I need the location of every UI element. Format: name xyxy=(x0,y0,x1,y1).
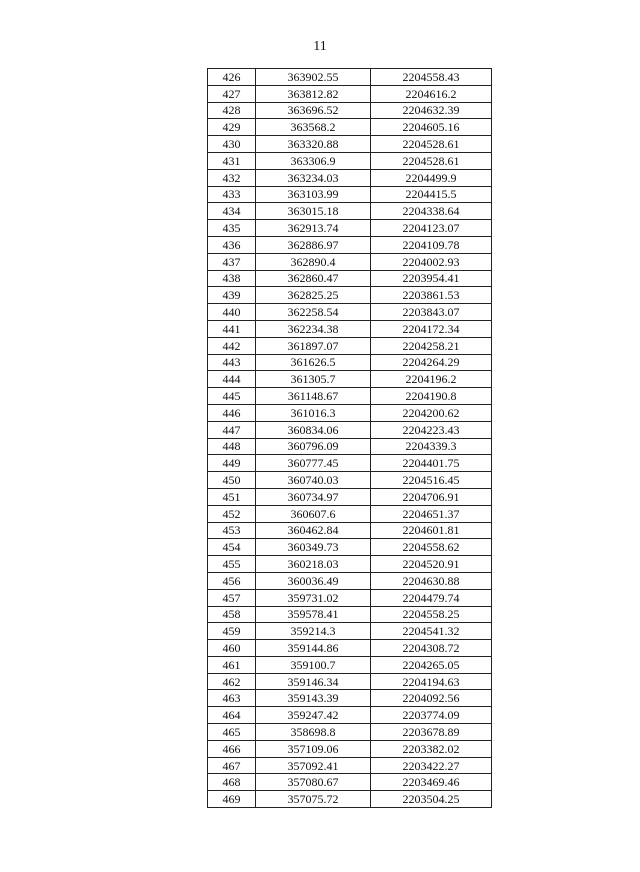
x-coordinate-cell: 360462.84 xyxy=(256,522,371,539)
x-coordinate-cell: 359731.02 xyxy=(256,589,371,606)
x-coordinate-cell: 360734.97 xyxy=(256,488,371,505)
table-row xyxy=(208,119,492,136)
y-coordinate-cell: 2204528.61 xyxy=(371,152,492,169)
point-number-cell: 459 xyxy=(208,623,256,640)
y-coordinate-cell: 2204479.74 xyxy=(371,589,492,606)
point-number-cell: 438 xyxy=(208,270,256,287)
y-coordinate-cell: 2204528.61 xyxy=(371,136,492,153)
table-row xyxy=(208,236,492,253)
x-coordinate-cell: 357075.72 xyxy=(256,791,371,808)
y-coordinate-cell: 2204558.43 xyxy=(371,69,492,86)
y-coordinate-cell: 2203382.02 xyxy=(371,740,492,757)
point-number-cell: 462 xyxy=(208,673,256,690)
point-number-cell: 445 xyxy=(208,388,256,405)
table-row xyxy=(208,186,492,203)
x-coordinate-cell: 363812.82 xyxy=(256,85,371,102)
point-number-cell: 450 xyxy=(208,472,256,489)
point-number-cell: 451 xyxy=(208,488,256,505)
table-row xyxy=(208,421,492,438)
y-coordinate-cell: 2203469.46 xyxy=(371,774,492,791)
x-coordinate-cell: 360349.73 xyxy=(256,539,371,556)
table-row xyxy=(208,707,492,724)
y-coordinate-cell: 2204194.63 xyxy=(371,673,492,690)
x-coordinate-cell: 359146.34 xyxy=(256,673,371,690)
point-number-cell: 448 xyxy=(208,438,256,455)
table-row xyxy=(208,69,492,86)
y-coordinate-cell: 2204308.72 xyxy=(371,640,492,657)
y-coordinate-cell: 2204558.25 xyxy=(371,606,492,623)
point-number-cell: 435 xyxy=(208,220,256,237)
point-number-cell: 444 xyxy=(208,371,256,388)
point-number-cell: 452 xyxy=(208,505,256,522)
point-number-cell: 468 xyxy=(208,774,256,791)
point-number-cell: 436 xyxy=(208,236,256,253)
point-number-cell: 460 xyxy=(208,640,256,657)
table-row xyxy=(208,304,492,321)
table-row xyxy=(208,388,492,405)
table-row xyxy=(208,253,492,270)
x-coordinate-cell: 362886.97 xyxy=(256,236,371,253)
point-number-cell: 431 xyxy=(208,152,256,169)
table-row xyxy=(208,354,492,371)
y-coordinate-cell: 2203843.07 xyxy=(371,304,492,321)
y-coordinate-cell: 2204002.93 xyxy=(371,253,492,270)
point-number-cell: 458 xyxy=(208,606,256,623)
y-coordinate-cell: 2204651.37 xyxy=(371,505,492,522)
x-coordinate-cell: 357080.67 xyxy=(256,774,371,791)
table-row xyxy=(208,690,492,707)
table-row xyxy=(208,488,492,505)
table-row xyxy=(208,404,492,421)
y-coordinate-cell: 2204265.05 xyxy=(371,656,492,673)
y-coordinate-cell: 2203861.53 xyxy=(371,287,492,304)
y-coordinate-cell: 2204190.8 xyxy=(371,388,492,405)
point-number-cell: 456 xyxy=(208,572,256,589)
y-coordinate-cell: 2204630.88 xyxy=(371,572,492,589)
table-row xyxy=(208,740,492,757)
point-number-cell: 443 xyxy=(208,354,256,371)
table-row xyxy=(208,102,492,119)
table-row xyxy=(208,724,492,741)
y-coordinate-cell: 2203422.27 xyxy=(371,757,492,774)
point-number-cell: 469 xyxy=(208,791,256,808)
table-row xyxy=(208,152,492,169)
x-coordinate-cell: 361897.07 xyxy=(256,337,371,354)
point-number-cell: 467 xyxy=(208,757,256,774)
table-row xyxy=(208,640,492,657)
table-row xyxy=(208,522,492,539)
y-coordinate-cell: 2204558.62 xyxy=(371,539,492,556)
x-coordinate-cell: 363320.88 xyxy=(256,136,371,153)
point-number-cell: 453 xyxy=(208,522,256,539)
y-coordinate-cell: 2204196.2 xyxy=(371,371,492,388)
x-coordinate-cell: 360740.03 xyxy=(256,472,371,489)
point-number-cell: 428 xyxy=(208,102,256,119)
x-coordinate-cell: 358698.8 xyxy=(256,724,371,741)
y-coordinate-cell: 2204516.45 xyxy=(371,472,492,489)
x-coordinate-cell: 362890.4 xyxy=(256,253,371,270)
x-coordinate-cell: 362860.47 xyxy=(256,270,371,287)
y-coordinate-cell: 2204200.62 xyxy=(371,404,492,421)
y-coordinate-cell: 2204605.16 xyxy=(371,119,492,136)
point-number-cell: 465 xyxy=(208,724,256,741)
x-coordinate-cell: 357109.06 xyxy=(256,740,371,757)
x-coordinate-cell: 361626.5 xyxy=(256,354,371,371)
x-coordinate-cell: 360607.6 xyxy=(256,505,371,522)
table-row xyxy=(208,505,492,522)
x-coordinate-cell: 359214.3 xyxy=(256,623,371,640)
x-coordinate-cell: 360834.06 xyxy=(256,421,371,438)
table-row xyxy=(208,337,492,354)
x-coordinate-cell: 362234.38 xyxy=(256,320,371,337)
table-row xyxy=(208,623,492,640)
y-coordinate-cell: 2204601.81 xyxy=(371,522,492,539)
y-coordinate-cell: 2204092.56 xyxy=(371,690,492,707)
point-number-cell: 430 xyxy=(208,136,256,153)
table-row xyxy=(208,757,492,774)
x-coordinate-cell: 361148.67 xyxy=(256,388,371,405)
x-coordinate-cell: 359143.39 xyxy=(256,690,371,707)
x-coordinate-cell: 359144.86 xyxy=(256,640,371,657)
y-coordinate-cell: 2204172.34 xyxy=(371,320,492,337)
table-row xyxy=(208,371,492,388)
coordinates-table xyxy=(207,68,492,808)
y-coordinate-cell: 2204223.43 xyxy=(371,421,492,438)
table-row xyxy=(208,472,492,489)
point-number-cell: 426 xyxy=(208,69,256,86)
y-coordinate-cell: 2204499.9 xyxy=(371,169,492,186)
x-coordinate-cell: 360777.45 xyxy=(256,455,371,472)
point-number-cell: 455 xyxy=(208,556,256,573)
table-row xyxy=(208,438,492,455)
x-coordinate-cell: 363234.03 xyxy=(256,169,371,186)
x-coordinate-cell: 359247.42 xyxy=(256,707,371,724)
x-coordinate-cell: 363015.18 xyxy=(256,203,371,220)
table-row xyxy=(208,270,492,287)
point-number-cell: 433 xyxy=(208,186,256,203)
table-row xyxy=(208,220,492,237)
x-coordinate-cell: 362913.74 xyxy=(256,220,371,237)
point-number-cell: 454 xyxy=(208,539,256,556)
point-number-cell: 429 xyxy=(208,119,256,136)
table-row xyxy=(208,85,492,102)
x-coordinate-cell: 362258.54 xyxy=(256,304,371,321)
point-number-cell: 440 xyxy=(208,304,256,321)
point-number-cell: 442 xyxy=(208,337,256,354)
x-coordinate-cell: 363902.55 xyxy=(256,69,371,86)
y-coordinate-cell: 2204415.5 xyxy=(371,186,492,203)
x-coordinate-cell: 363696.52 xyxy=(256,102,371,119)
point-number-cell: 449 xyxy=(208,455,256,472)
table-row xyxy=(208,287,492,304)
table-row xyxy=(208,136,492,153)
point-number-cell: 457 xyxy=(208,589,256,606)
y-coordinate-cell: 2204632.39 xyxy=(371,102,492,119)
table-row xyxy=(208,572,492,589)
y-coordinate-cell: 2203678.89 xyxy=(371,724,492,741)
x-coordinate-cell: 359100.7 xyxy=(256,656,371,673)
y-coordinate-cell: 2204706.91 xyxy=(371,488,492,505)
x-coordinate-cell: 359578.41 xyxy=(256,606,371,623)
table-row xyxy=(208,656,492,673)
point-number-cell: 461 xyxy=(208,656,256,673)
table-row xyxy=(208,589,492,606)
point-number-cell: 439 xyxy=(208,287,256,304)
y-coordinate-cell: 2204338.64 xyxy=(371,203,492,220)
point-number-cell: 447 xyxy=(208,421,256,438)
y-coordinate-cell: 2204616.2 xyxy=(371,85,492,102)
table-row xyxy=(208,169,492,186)
point-number-cell: 464 xyxy=(208,707,256,724)
y-coordinate-cell: 2204264.29 xyxy=(371,354,492,371)
y-coordinate-cell: 2203954.41 xyxy=(371,270,492,287)
table-row xyxy=(208,774,492,791)
point-number-cell: 437 xyxy=(208,253,256,270)
table-row xyxy=(208,556,492,573)
coordinates-table-body xyxy=(208,69,492,808)
x-coordinate-cell: 362825.25 xyxy=(256,287,371,304)
x-coordinate-cell: 357092.41 xyxy=(256,757,371,774)
page-number: 11 xyxy=(313,39,327,54)
point-number-cell: 463 xyxy=(208,690,256,707)
point-number-cell: 446 xyxy=(208,404,256,421)
y-coordinate-cell: 2204401.75 xyxy=(371,455,492,472)
table-row xyxy=(208,606,492,623)
x-coordinate-cell: 360218.03 xyxy=(256,556,371,573)
x-coordinate-cell: 363306.9 xyxy=(256,152,371,169)
x-coordinate-cell: 360796.09 xyxy=(256,438,371,455)
y-coordinate-cell: 2204123.07 xyxy=(371,220,492,237)
table-row xyxy=(208,203,492,220)
table-row xyxy=(208,673,492,690)
x-coordinate-cell: 363568.2 xyxy=(256,119,371,136)
point-number-cell: 427 xyxy=(208,85,256,102)
y-coordinate-cell: 2203774.09 xyxy=(371,707,492,724)
table-row xyxy=(208,791,492,808)
point-number-cell: 432 xyxy=(208,169,256,186)
x-coordinate-cell: 361305.7 xyxy=(256,371,371,388)
point-number-cell: 441 xyxy=(208,320,256,337)
y-coordinate-cell: 2204339.3 xyxy=(371,438,492,455)
y-coordinate-cell: 2204258.21 xyxy=(371,337,492,354)
point-number-cell: 466 xyxy=(208,740,256,757)
y-coordinate-cell: 2204520.91 xyxy=(371,556,492,573)
y-coordinate-cell: 2203504.25 xyxy=(371,791,492,808)
x-coordinate-cell: 363103.99 xyxy=(256,186,371,203)
x-coordinate-cell: 360036.49 xyxy=(256,572,371,589)
x-coordinate-cell: 361016.3 xyxy=(256,404,371,421)
table-row xyxy=(208,455,492,472)
y-coordinate-cell: 2204541.32 xyxy=(371,623,492,640)
point-number-cell: 434 xyxy=(208,203,256,220)
table-row xyxy=(208,320,492,337)
y-coordinate-cell: 2204109.78 xyxy=(371,236,492,253)
table-row xyxy=(208,539,492,556)
